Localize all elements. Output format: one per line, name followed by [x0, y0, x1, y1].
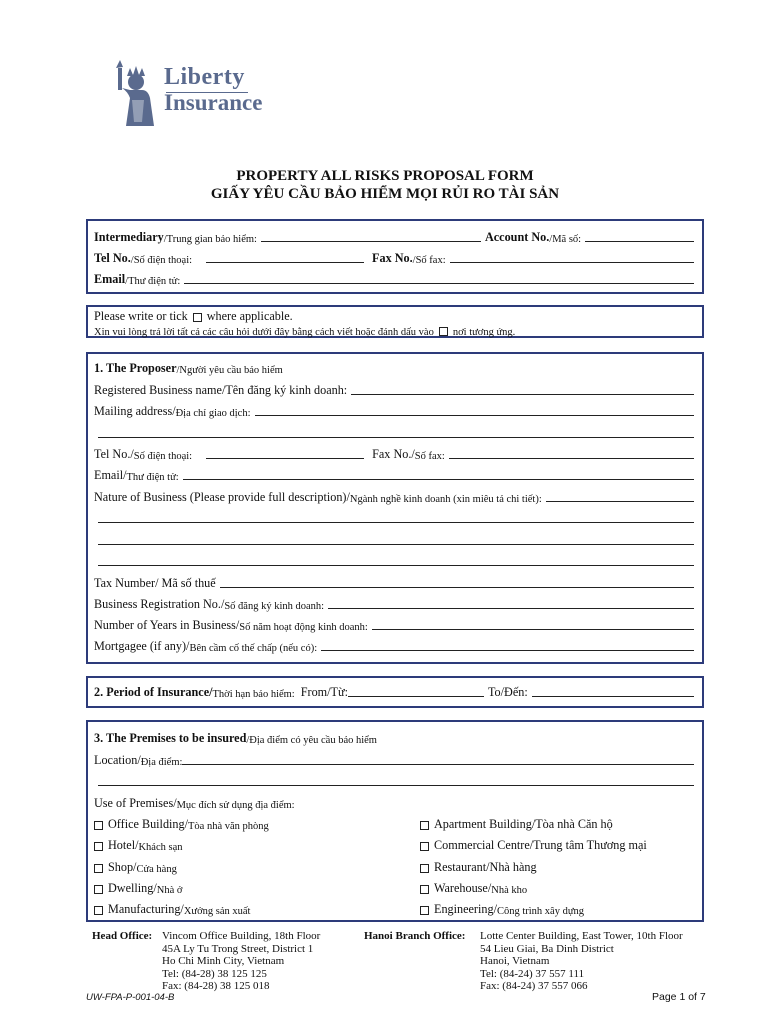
- page-number: Page 1 of 7: [652, 991, 706, 1003]
- proposer-fax-field[interactable]: [449, 458, 694, 459]
- location-field[interactable]: [182, 764, 694, 765]
- nature-business-label-vi: Ngành nghề kinh doanh (xin miêu tả chi tiết):: [349, 494, 542, 505]
- option-label: Manufacturing/: [108, 902, 184, 916]
- intermediary-label: Intermediary: [94, 230, 164, 244]
- business-registration-row: [94, 596, 694, 612]
- option-label-vi: Nhà kho: [491, 885, 528, 896]
- proposer-tel-label-vi: Số điện thoại:: [133, 451, 193, 462]
- intermediary-field[interactable]: [261, 241, 481, 242]
- statue-of-liberty-icon: [108, 60, 162, 126]
- checkbox-restaurant[interactable]: [420, 864, 429, 873]
- instructions-box: [86, 305, 704, 338]
- head-office-line: Tel: (84-28) 38 125 125: [162, 967, 267, 980]
- mailing-address-row-2: [98, 425, 694, 441]
- hanoi-office-label: Hanoi Branch Office:: [364, 930, 466, 942]
- option-dwelling[interactable]: [94, 880, 694, 896]
- mailing-address-label-vi: Địa chỉ giao dịch:: [175, 408, 251, 419]
- option-label: Apartment Building/: [434, 817, 536, 831]
- mailing-address-label: Mailing address/: [94, 404, 176, 418]
- proposer-email-field[interactable]: [183, 479, 694, 480]
- business-registration-label-vi: Số đăng ký kinh doanh:: [224, 601, 325, 612]
- logo-wordmark-liberty: Liberty: [164, 64, 245, 90]
- checkbox-icon: [193, 313, 202, 322]
- liberty-insurance-logo: [108, 60, 278, 126]
- form-title-vi: GIẤY YÊU CẦU BẢO HIỂM MỌI RỦI RO TÀI SẢN: [210, 186, 560, 202]
- nature-business-row-4: [98, 553, 694, 569]
- option-label-vi: Xưởng sản xuất: [183, 906, 251, 917]
- business-registration-label: Business Registration No./: [94, 597, 225, 611]
- tel-field[interactable]: [206, 262, 364, 263]
- years-in-business-field[interactable]: [372, 629, 694, 630]
- section-premises: [86, 720, 704, 922]
- use-of-premises-label: Use of Premises/: [94, 796, 177, 810]
- checkbox-dwelling[interactable]: [94, 885, 103, 894]
- tax-number-field[interactable]: [220, 587, 694, 588]
- checkbox-apartment-building[interactable]: [420, 821, 429, 830]
- hanoi-office-line: Fax: (84-24) 37 557 066: [480, 980, 588, 992]
- proposer-email-label: Email/: [94, 468, 127, 482]
- mortgagee-label-vi: Bên cầm cố thế chấp (nếu có):: [189, 643, 318, 654]
- registered-name-row: [94, 382, 694, 398]
- option-label: Hotel/: [108, 838, 139, 852]
- checkbox-commercial-centre[interactable]: [420, 842, 429, 851]
- location-label: Location/: [94, 753, 141, 767]
- proposer-fax-label: Fax No./: [372, 447, 415, 461]
- section1-title-vi: /Người yêu cầu bảo hiểm: [176, 365, 283, 376]
- hanoi-office-line: 54 Lieu Giai, Ba Dinh District: [480, 942, 614, 955]
- section1-heading: [94, 360, 694, 376]
- period-row: [94, 684, 694, 700]
- option-label-vi: Nhà hàng: [489, 860, 537, 874]
- instructions-vi: [94, 322, 694, 338]
- option-label: Restaurant/: [434, 860, 490, 874]
- form-title-en: PROPERTY ALL RISKS PROPOSAL FORM: [236, 168, 534, 184]
- head-office-address: [162, 930, 320, 993]
- mortgagee-label: Mortgagee (if any)/: [94, 639, 190, 653]
- instructions-en-text-end: where applicable.: [206, 309, 293, 323]
- proposer-tel-label: Tel No./: [94, 447, 134, 461]
- option-label: Shop/: [108, 860, 137, 874]
- registered-name-field[interactable]: [351, 394, 694, 395]
- hanoi-office-line: Tel: (84-24) 37 557 111: [480, 967, 585, 980]
- tel-fax-row: [94, 250, 694, 266]
- email-label-vi: /Thư điện tử:: [125, 276, 181, 287]
- option-label-vi: Cửa hàng: [136, 864, 177, 875]
- option-label: Office Building/: [108, 817, 188, 831]
- nature-business-label: Nature of Business (Please provide full description)/: [94, 490, 350, 504]
- section3-heading: [94, 730, 694, 746]
- section-proposer: [86, 352, 704, 664]
- years-in-business-row: [94, 617, 694, 633]
- mailing-address-field[interactable]: [255, 415, 694, 416]
- hanoi-office-line: Lotte Center Building, East Tower, 10th Floor: [480, 930, 683, 942]
- proposer-email-label-vi: Thư điện tử:: [126, 472, 179, 483]
- hanoi-office-line: Hanoi, Vietnam: [480, 955, 550, 967]
- instructions-vi-text-end: nơi tương ứng.: [452, 327, 516, 338]
- proposer-email-row: [94, 467, 694, 483]
- nature-business-field-2[interactable]: [98, 522, 694, 523]
- nature-business-field[interactable]: [546, 501, 694, 502]
- location-label-vi: Địa điểm:: [140, 757, 183, 768]
- period-to-field[interactable]: [532, 696, 694, 697]
- checkbox-shop[interactable]: [94, 864, 103, 873]
- option-shop[interactable]: [94, 859, 694, 875]
- option-commercial-centre[interactable]: [420, 837, 647, 853]
- instructions-vi-text: Xin vui lòng trả lời tất cả các câu hỏi dưới đây bằng cách viết hoặc đánh dấu vào: [94, 327, 434, 338]
- section3-title: 3. The Premises to be insured: [94, 731, 247, 745]
- option-label-vi: Trung tâm Thương mại: [533, 838, 647, 852]
- head-office-line: Vincom Office Building, 18th Floor: [162, 930, 321, 942]
- nature-business-row: [94, 489, 694, 505]
- option-label-vi: Nhà ở: [156, 885, 183, 896]
- option-label-vi: Tòa nhà văn phòng: [188, 821, 269, 832]
- hanoi-office-address: [480, 930, 683, 993]
- from-label: From/Từ:: [300, 685, 348, 699]
- nature-business-field-4[interactable]: [98, 565, 694, 566]
- mortgagee-row: [94, 638, 694, 654]
- option-label: Commercial Centre/: [434, 838, 534, 852]
- option-label: Dwelling/: [108, 881, 157, 895]
- business-registration-field[interactable]: [328, 608, 694, 609]
- years-in-business-label-vi: Số năm hoạt động kinh doanh:: [239, 622, 368, 633]
- head-office-line: Fax: (84-28) 38 125 018: [162, 980, 270, 992]
- mailing-address-field-2[interactable]: [98, 437, 694, 438]
- account-field[interactable]: [585, 241, 694, 242]
- period-from-field[interactable]: [348, 696, 484, 697]
- checkbox-hotel[interactable]: [94, 842, 103, 851]
- to-label: To/Đến:: [487, 685, 528, 699]
- nature-business-row-2: [98, 510, 694, 526]
- section2-title: 2. Period of Insurance/: [94, 685, 213, 699]
- head-office-line: Ho Chi Minh City, Vietnam: [162, 955, 285, 967]
- proposer-fax-label-vi: Số fax:: [414, 451, 445, 462]
- registered-name-label: Registered Business name/Tên đăng ký kinh doanh:: [94, 383, 348, 397]
- proposer-tel-field[interactable]: [206, 458, 364, 459]
- fax-label: Fax No.: [372, 251, 413, 265]
- option-restaurant[interactable]: [420, 859, 537, 875]
- nature-business-row-3: [98, 532, 694, 548]
- tax-number-label: Tax Number/ Mã số thuế: [94, 576, 216, 590]
- intermediary-box: [86, 219, 704, 294]
- option-warehouse[interactable]: [420, 880, 527, 896]
- tax-number-row: [94, 575, 694, 591]
- use-of-premises-label-vi: Mục đích sử dụng địa điểm:: [176, 800, 295, 811]
- option-engineering[interactable]: [420, 901, 584, 917]
- years-in-business-label: Number of Years in Business/: [94, 618, 240, 632]
- location-field-2[interactable]: [98, 785, 694, 786]
- option-label-vi: Công trình xây dựng: [496, 906, 585, 917]
- use-of-premises-row: [94, 795, 694, 811]
- account-label: Account No.: [484, 230, 550, 244]
- checkbox-manufacturing[interactable]: [94, 906, 103, 915]
- option-label: Engineering/: [434, 902, 497, 916]
- email-label: Email: [94, 272, 126, 286]
- checkbox-warehouse[interactable]: [420, 885, 429, 894]
- account-label-vi: /Mã số:: [549, 234, 582, 245]
- location-row-2: [98, 773, 694, 789]
- intermediary-row: [94, 229, 694, 245]
- section-period: [86, 676, 704, 708]
- intermediary-label-vi: /Trung gian bảo hiểm:: [163, 234, 257, 245]
- checkbox-engineering[interactable]: [420, 906, 429, 915]
- nature-business-field-3[interactable]: [98, 544, 694, 545]
- section1-title: 1. The Proposer: [94, 361, 177, 375]
- fax-field[interactable]: [450, 262, 694, 263]
- instructions-en-text: Please write or tick: [94, 309, 188, 323]
- checkbox-icon: [439, 327, 448, 336]
- proposer-tel-fax-row: [94, 446, 694, 462]
- option-manufacturing[interactable]: [94, 901, 694, 917]
- logo-wordmark-insurance: Insurance: [164, 90, 263, 115]
- option-label: Warehouse/: [434, 881, 492, 895]
- tel-label: Tel No.: [94, 251, 131, 265]
- head-office-label: Head Office:: [92, 930, 153, 942]
- checkbox-office-building[interactable]: [94, 821, 103, 830]
- option-label-vi: Khách sạn: [138, 842, 183, 853]
- document-code: UW-FPA-P-001-04-B: [86, 992, 175, 1003]
- email-field[interactable]: [184, 283, 694, 284]
- mailing-address-row: [94, 403, 694, 419]
- fax-label-vi: /Số fax:: [412, 255, 446, 266]
- location-row: [94, 752, 694, 768]
- mortgagee-field[interactable]: [321, 650, 694, 651]
- option-apartment-building[interactable]: [420, 816, 613, 832]
- tel-label-vi: /Số điện thoại:: [130, 255, 193, 266]
- section3-title-vi: /Địa điểm có yêu cầu bảo hiểm: [246, 735, 377, 746]
- section2-title-vi: Thời hạn bảo hiểm:: [212, 689, 295, 700]
- head-office-line: 45A Ly Tu Trong Street, District 1: [162, 942, 314, 955]
- option-label-vi: Tòa nhà Căn hộ: [535, 817, 613, 831]
- email-row: [94, 271, 694, 287]
